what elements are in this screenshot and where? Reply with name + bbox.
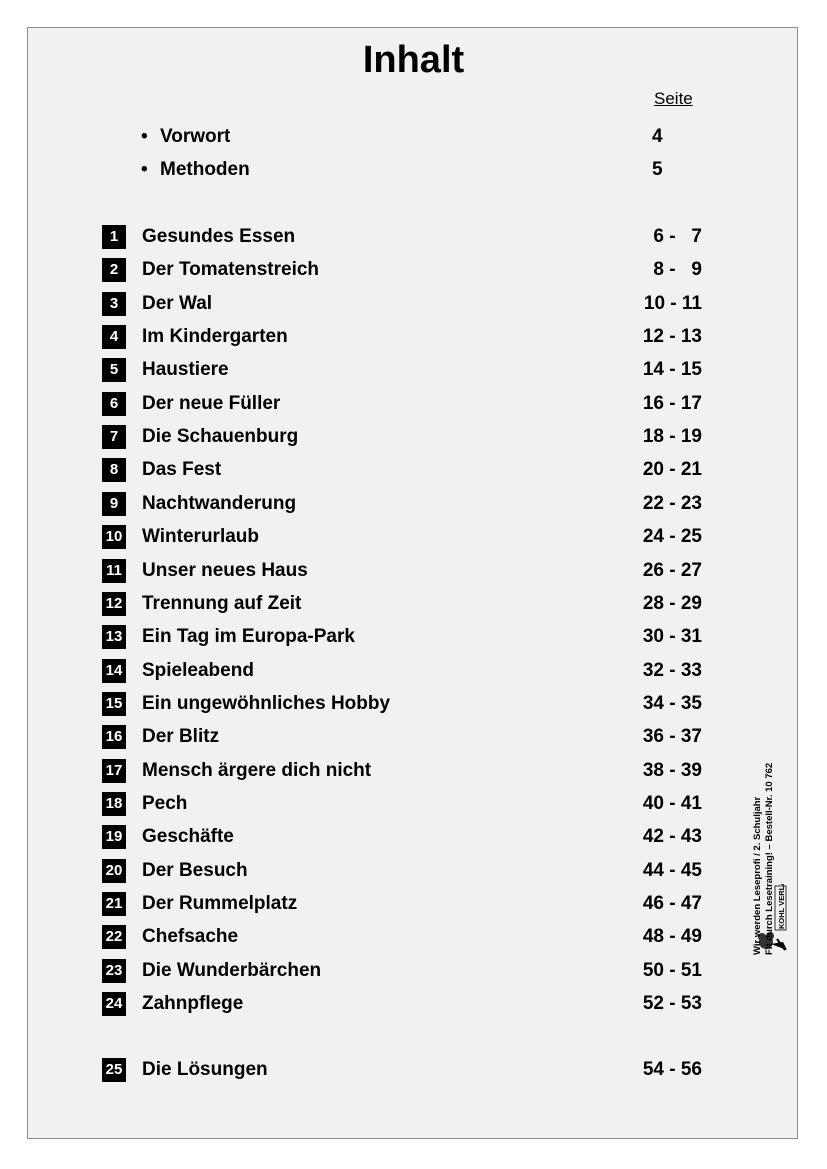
chapter-title: Geschäfte [142, 826, 234, 847]
chapter-pages: 52 - 53 [642, 993, 702, 1014]
chapter-row [0, 457, 827, 483]
chapter-pages: 30 - 31 [642, 626, 702, 647]
chapter-row [0, 257, 827, 283]
chapter-number-badge: 10 [102, 525, 126, 549]
chapter-title: Haustiere [142, 359, 229, 380]
chapter-title: Spieleabend [142, 660, 254, 681]
chapter-number-badge: 20 [102, 859, 126, 883]
chapter-row [0, 424, 827, 450]
chapter-title: Gesundes Essen [142, 226, 296, 247]
chapter-row [0, 891, 827, 917]
chapter-pages: 8 - 9 [653, 259, 702, 280]
chapter-row [0, 591, 827, 617]
chapter-pages: 6 - 7 [653, 226, 702, 247]
chapter-pages: 46 - 47 [642, 893, 702, 914]
chapter-number-badge: 21 [102, 892, 126, 916]
chapter-row [0, 624, 827, 650]
chapter-row [0, 324, 827, 350]
chapter-row [0, 924, 827, 950]
chapter-row [0, 958, 827, 984]
chapter-number-badge: 12 [102, 592, 126, 616]
sidebar-publication-info [752, 655, 776, 955]
chapter-row [0, 658, 827, 684]
chapter-title: Ein ungewöhnliches Hobby [142, 693, 391, 714]
chapter-number-badge: 8 [102, 458, 126, 482]
chapter-number-badge: 13 [102, 625, 126, 649]
chapter-pages: 42 - 43 [642, 826, 702, 847]
chapter-title: Nachtwanderung [142, 493, 297, 514]
chapter-pages: 34 - 35 [642, 693, 702, 714]
chapter-row [0, 858, 827, 884]
chapter-number-badge: 14 [102, 659, 126, 683]
intro-item-label: Methoden [160, 159, 250, 180]
chapter-pages: 18 - 19 [642, 426, 702, 447]
chapter-number-badge: 2 [102, 258, 126, 282]
chapter-pages: 40 - 41 [642, 793, 702, 814]
chapter-row [0, 758, 827, 784]
chapter-row [0, 491, 827, 517]
chapter-pages: 38 - 39 [642, 760, 702, 781]
chapter-pages: 50 - 51 [642, 960, 702, 981]
chapter-pages: 28 - 29 [642, 593, 702, 614]
intro-item-page: 4 [652, 126, 663, 147]
chapter-number-badge: 25 [102, 1058, 126, 1082]
chapter-row [0, 524, 827, 550]
chapter-number-badge: 24 [102, 992, 126, 1016]
chapter-number-badge: 11 [102, 559, 126, 583]
chapter-pages: 32 - 33 [642, 660, 702, 681]
chapter-number-badge: 23 [102, 959, 126, 983]
intro-item [0, 124, 827, 150]
chapter-pages: 24 - 25 [642, 526, 702, 547]
chapter-number-badge: 17 [102, 759, 126, 783]
chapter-number-badge: 16 [102, 725, 126, 749]
chapter-pages: 14 - 15 [642, 359, 702, 380]
chapter-title: Zahnpflege [142, 993, 244, 1014]
chapter-title: Der Wal [142, 293, 213, 314]
chapter-title: Die Wunderbärchen [142, 960, 322, 981]
chapter-title: Ein Tag im Europa-Park [142, 626, 355, 647]
chapter-number-badge: 7 [102, 425, 126, 449]
chapter-title: Der Besuch [142, 860, 248, 881]
chapter-row [0, 824, 827, 850]
chapter-number-badge: 6 [102, 392, 126, 416]
chapter-pages: 36 - 37 [642, 726, 702, 747]
chapter-pages: 20 - 21 [642, 459, 702, 480]
chapter-number-badge: 19 [102, 825, 126, 849]
chapter-row [0, 391, 827, 417]
chapter-number-badge: 4 [102, 325, 126, 349]
intro-item [0, 157, 827, 183]
bullet-icon: • [141, 159, 148, 180]
chapter-title: Im Kindergarten [142, 326, 288, 347]
chapter-number-badge: 15 [102, 692, 126, 716]
intro-item-page: 5 [652, 159, 663, 180]
sidebar-line-2: Fit durch Lesetraining! – Bestell-Nr. 10 762 [764, 762, 775, 955]
chapter-pages: 10 - 11 [643, 293, 702, 314]
chapter-title: Der neue Füller [142, 393, 281, 414]
solutions-row [0, 1057, 827, 1083]
chapter-number-badge: 9 [102, 492, 126, 516]
page-title: Inhalt [362, 39, 465, 81]
chapter-number-badge: 5 [102, 358, 126, 382]
chapter-title: Chefsache [142, 926, 239, 947]
chapter-pages: 12 - 13 [642, 326, 702, 347]
chapter-number-badge: 1 [102, 225, 126, 249]
chapter-row [0, 224, 827, 250]
sidebar-line-1: Wir werden Leseprofi / 2. Schuljahr [752, 796, 763, 955]
chapter-title: Pech [142, 793, 188, 814]
chapter-row [0, 724, 827, 750]
chapter-title: Die Lösungen [142, 1059, 268, 1080]
chapter-pages: 16 - 17 [642, 393, 702, 414]
chapter-title: Die Schauenburg [142, 426, 299, 447]
chapter-row [0, 791, 827, 817]
seite-column-header: Seite [654, 89, 693, 108]
chapter-row [0, 558, 827, 584]
chapter-row [0, 291, 827, 317]
chapter-title: Der Rummelplatz [142, 893, 298, 914]
chapter-title: Unser neues Haus [142, 560, 308, 581]
chapter-row [0, 357, 827, 383]
chapter-title: Winterurlaub [142, 526, 259, 547]
chapter-pages: 44 - 45 [642, 860, 702, 881]
chapter-number-badge: 22 [102, 925, 126, 949]
chapter-pages: 26 - 27 [642, 560, 702, 581]
chapter-number-badge: 3 [102, 292, 126, 316]
intro-item-label: Vorwort [160, 126, 231, 147]
chapter-title: Der Blitz [142, 726, 220, 747]
chapter-number-badge: 18 [102, 792, 126, 816]
chapter-row [0, 991, 827, 1017]
chapter-title: Das Fest [142, 459, 222, 480]
chapter-title: Der Tomatenstreich [142, 259, 320, 280]
chapter-row [0, 691, 827, 717]
chapter-pages: 22 - 23 [642, 493, 702, 514]
publisher-name: KOHL VERLAG [777, 884, 786, 929]
chapter-title: Trennung auf Zeit [142, 593, 302, 614]
chapter-pages: 54 - 56 [642, 1059, 702, 1080]
bullet-icon: • [141, 126, 148, 147]
chapter-title: Mensch ärgere dich nicht [142, 760, 372, 781]
chapter-pages: 48 - 49 [642, 926, 702, 947]
